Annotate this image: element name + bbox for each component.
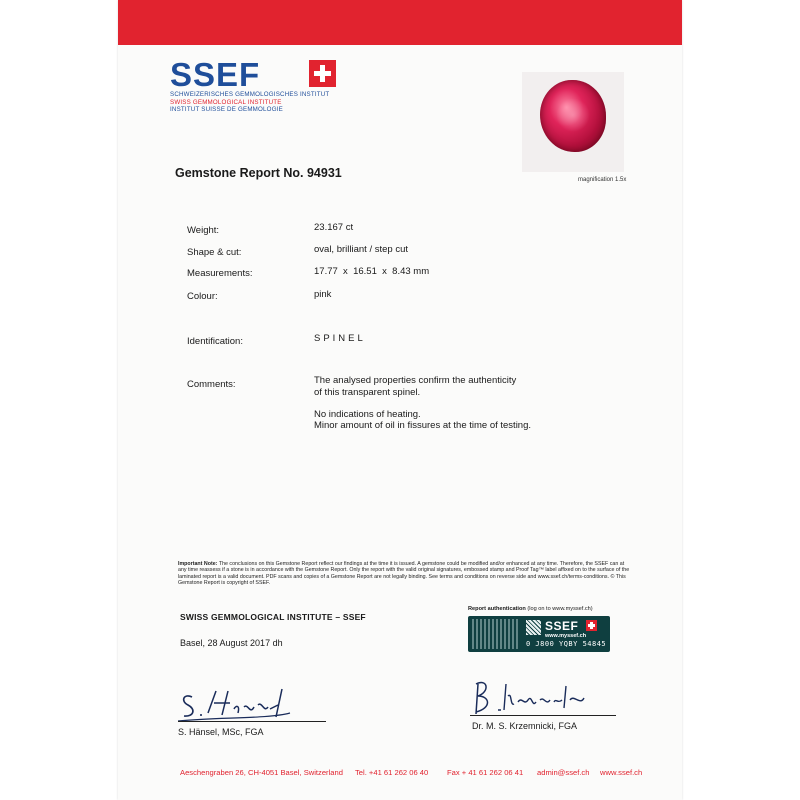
gemstone-photo [522, 72, 624, 172]
signature-line-2 [470, 715, 616, 716]
measurements-label: Measurements: [187, 268, 253, 279]
shape-cut-label: Shape & cut: [187, 247, 242, 258]
comment-line-1: The analysed properties confirm the authenticity [314, 375, 517, 386]
tag-code: 0 J800 YQBY 54845 [526, 640, 607, 648]
comment-line-4: Minor amount of oil in fissures at the time of testing. [314, 420, 532, 431]
footer-address: Aeschengraben 26, CH-4051 Basel, Switzerland [180, 768, 343, 777]
logo-line-german: SCHWEIZERISCHES GEMMOLOGISCHES INSTITUT [170, 91, 330, 98]
tag-swiss-cross-icon [586, 620, 597, 631]
weight-label: Weight: [187, 225, 220, 236]
magnification-caption: magnification 1.5x [578, 177, 627, 183]
signature-krzemnicki [470, 676, 600, 718]
place-date: Basel, 28 August 2017 dh [180, 638, 283, 648]
comments-label: Comments: [187, 379, 236, 390]
signatory-2-name: Dr. M. S. Krzemnicki, FGA [472, 721, 578, 731]
colour-value: pink [314, 289, 332, 300]
tag-url: www.myssef.ch [545, 633, 587, 639]
qr-pattern-icon [472, 619, 519, 649]
signature-line-1 [178, 721, 326, 722]
shape-cut-value: oval, brilliant / step cut [314, 244, 408, 255]
report-title: Gemstone Report No. 94931 [175, 166, 342, 180]
swiss-cross-icon [309, 60, 336, 87]
gem-highlight [556, 98, 590, 132]
identification-label: Identification: [187, 336, 243, 347]
ssef-logo [170, 58, 329, 114]
footer-web[interactable]: www.ssef.ch [600, 768, 643, 777]
logo-wordmark: SSEF [170, 56, 261, 93]
authentication-title: Report authentication [468, 606, 526, 612]
signature-hansel [178, 683, 328, 723]
colour-label: Colour: [187, 291, 218, 302]
important-note [178, 561, 633, 587]
footer-fax: Fax + 41 61 262 06 41 [447, 768, 524, 777]
weight-value: 23.167 ct [314, 222, 354, 233]
identification-value: SPINEL [314, 333, 366, 344]
report-page [118, 0, 682, 800]
measurements-value: 17.77 x 16.51 x 8.43 mm [314, 266, 430, 277]
important-note-text: The conclusions on this Gemstone Report reflect our findings at the time it is issued. A gemstone could be modified and/or enhanced at any time. Therefore, the SSEF can at any time reassess if a stone is in accordance with the Gemstone Report. Only the report with the valid original signatures, embossed stamp and Proof Tag™ label affixed on to the surface of the laminated report is a valid document. PDF scans and copies of a Gemstone Report are not legally binding. See terms and conditions on reverse side and www.ssef.ch/terms-conditions. © This Gemstone Report is copyright of SSEF. [178, 561, 630, 587]
tag-logo: SSEF [545, 619, 579, 633]
footer-email[interactable]: admin@ssef.ch [537, 768, 590, 777]
signatory-1-name: S. Hänsel, MSc, FGA [178, 727, 264, 737]
comment-line-2: of this transparent spinel. [314, 387, 421, 398]
institute-name: SWISS GEMMOLOGICAL INSTITUTE – SSEF [180, 612, 366, 622]
logo-line-french: INSTITUT SUISSE DE GEMMOLOGIE [170, 106, 283, 113]
important-note-heading: Important Note: [178, 561, 218, 567]
footer-tel: Tel. +41 61 262 06 40 [355, 768, 429, 777]
proof-tag-label [468, 616, 610, 652]
logo-line-english: SWISS GEMMOLOGICAL INSTITUTE [170, 98, 282, 106]
authentication-note: (log on to www.myssef.ch) [527, 606, 593, 612]
comment-line-3: No indications of heating. [314, 409, 421, 420]
qr-code-icon [526, 620, 541, 635]
top-red-bar [118, 0, 682, 45]
authentication-heading [468, 606, 593, 612]
